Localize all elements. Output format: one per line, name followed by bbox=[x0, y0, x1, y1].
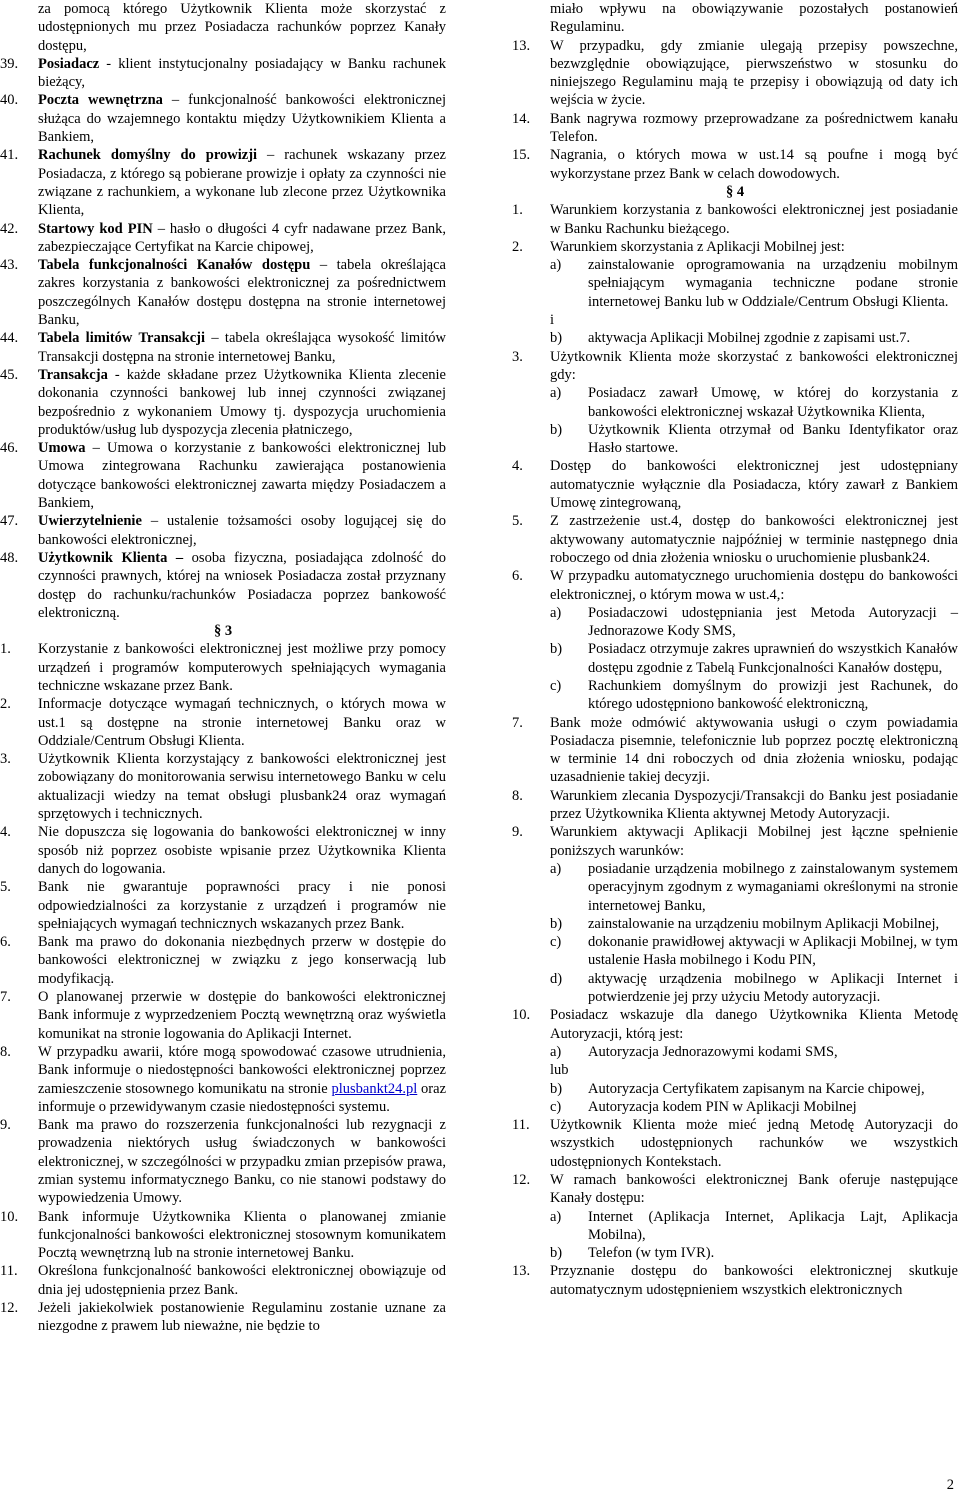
subitem-4-10-a: a) Autoryzacja Jednorazowymi kodami SMS, bbox=[550, 1043, 838, 1060]
paragraph-4-4: 4. Dostęp do bankowości elektronicznej jest udostępniany automatycznie wyłącznie dla Posiadacza, który zawarł z Bankiem Umowę zintegrowaną, bbox=[512, 458, 958, 512]
paragraph-3-14: 14. Bank nagrywa rozmowy przeprowadzane za pośrednictwem kanału Telefon. bbox=[512, 110, 958, 146]
paragraph-3-8: 8. W przypadku awarii, które mogą spowodować czasowe utrudnienia, Bank informuje o niedostępności bankowości elektronicznej poprzez zamieszczenie stosownego komunikatu na stronie plusbankt24.pl oraz informuje o przewidywanym czasie niedostępności systemu. bbox=[0, 1043, 447, 1115]
paragraph-3-2: 2. Informacje dotyczące wymagań technicznych, o których mowa w ust.1 są dostępne na stronie internetowej Banku oraz w Oddziale/Centrum Obsługi Klienta. bbox=[0, 696, 446, 749]
definition-41: 41. Rachunek domyślny do prowizji – rachunek wskazany przez Posiadacza, z którego są pobierane prowizje i opłaty za czynności nie związane z rachunkiem, a wykonane lub zlecone przez Użytkownika Klienta, bbox=[0, 147, 446, 219]
definition-43: 43. Tabela funkcjonalności Kanałów dostępu – tabela określająca zakres korzystania z bankowości elektronicznej za pośrednictwem poszczególnych Kanałów dostępu dostępna na stronie internetowej Banku, bbox=[0, 257, 446, 329]
paragraph-4-2: 2. Warunkiem skorzystania z Aplikacji Mobilnej jest: bbox=[512, 238, 845, 255]
paragraph-3-3: 3. Użytkownik Klienta korzystający z bankowości elektronicznej jest zobowiązany do monitorowania serwisu internetowego Banku w celu aktualizacji wiedzy na temat obsługi plusbank24 oraz wymagań sprzętowych i technicznych. bbox=[0, 751, 446, 823]
subitem-4-3-a: a) Posiadacz zawarł Umowę, w której do korzystania z bankowości elektronicznej wskazał Użytkownika Klienta, bbox=[550, 385, 958, 420]
paragraph-4-1: 1. Warunkiem korzystania z bankowości elektronicznej jest posiadanie w Banku Rachunku bieżącego. bbox=[512, 202, 958, 237]
paragraph-3-10: 10. Bank informuje Użytkownika Klienta o planowanej zmianie funkcjonalności bankowości elektronicznej stosownym komunikatem Pocztą wewnętrzną lub na stronie internetowej Banku. bbox=[0, 1208, 446, 1262]
subitem-4-2-b: b) aktywacja Aplikacji Mobilnej zgodnie z zapisami ust.7. bbox=[550, 330, 911, 347]
section-heading-3: § 3 bbox=[213, 623, 233, 640]
paragraph-3-5: 5. Bank nie gwarantuje poprawności pracy i nie ponosi odpowiedzialności za korzystanie z urządzeń i programów nie spełniających wymagań technicznych wskazanych przez Bank. bbox=[0, 879, 446, 932]
conjunction: i bbox=[550, 312, 555, 329]
definition-45: 45. Transakcja - każde składane przez Użytkownika Klienta zlecenie dokonania czynności bankowej lub innej czynności związanej bezpośrednio z wykonaniem Umowy tj. dyspozycja uruchomienia produktów/usług lub dyspozycja zlecenia płatniczego, bbox=[0, 366, 446, 438]
paragraph-4-8: 8. Warunkiem zlecania Dyspozycji/Transakcji do Banku jest posiadanie przez Użytkownika Klienta aktywnej Metody Autoryzacji. bbox=[512, 787, 958, 823]
definition-39: 39. Posiadacz - klient instytucjonalny posiadający w Banku rachunek bieżący, bbox=[0, 55, 446, 91]
continued-text: za pomocą którego Użytkownik Klienta może skorzystać z udostępnionych mu przez Posiadacza rachunków poprzez Kanały dostępu, bbox=[38, 1, 446, 54]
subitem-4-10-c: c) Autoryzacja kodem PIN w Aplikacji Mobilnej bbox=[550, 1098, 857, 1115]
paragraph-4-6: 6. W przypadku automatycznego uruchomienia dostępu do bankowości elektronicznej, o którym mowa w ust.4,: bbox=[512, 568, 958, 603]
paragraph-3-12: 12. Jeżeli jakiekolwiek postanowienie Regulaminu zostanie uznane za niezgodne z prawem lub nieważne, nie będzie to bbox=[0, 1300, 446, 1335]
paragraph-3-6: 6. Bank ma prawo do dokonania niezbędnych przerw w dostępie do bankowości elektronicznej w związku z jego konserwacją lub modyfikacją. bbox=[0, 934, 446, 987]
subitem-4-6-b: b) Posiadacz otrzymuje zakres uprawnień do wszystkich Kanałów dostępu zgodnie z Tabelą Funkcjonalności Kanałów dostępu, bbox=[550, 641, 958, 676]
continued-text: miało wpływu na obowiązywanie pozostałych postanowień Regulaminu. bbox=[550, 1, 958, 36]
subitem-4-3-b: b) Użytkownik Klienta otrzymał od Banku Identyfikator oraz Hasło startowe. bbox=[550, 421, 958, 457]
subitem-4-12-a: a) Internet (Aplikacja Internet, Aplikacja Lajt, Aplikacja Mobilna), bbox=[550, 1208, 958, 1243]
subitem-4-6-a: a) Posiadaczowi udostępniania jest Metoda Autoryzacji – Jednorazowe Kody SMS, bbox=[550, 604, 958, 640]
conjunction: lub bbox=[550, 1062, 569, 1079]
paragraph-4-10: 10. Posiadacz wskazuje dla danego Użytkownika Klienta Metodę Autoryzacji, którą jest: bbox=[512, 1007, 958, 1042]
subitem-4-2-a: a) zainstalowanie oprogramowania na urządzeniu mobilnym spełniającym wymagania techniczne podane stronie internetowej Banku lub w Oddziale/Centrum Obsługi Klienta. bbox=[550, 257, 958, 310]
section-heading-4: § 4 bbox=[725, 183, 745, 200]
definition-40: 40. Poczta wewnętrzna – funkcjonalność bankowości elektronicznej służąca do wzajemnego kontaktu między Użytkownikiem Klienta a Bankiem, bbox=[0, 92, 446, 146]
subitem-4-9-c: c) dokonanie prawidłowej aktywacji w Aplikacji Mobilnej, w tym ustalenie Hasła mobilnego i Kodu PIN, bbox=[550, 934, 958, 969]
paragraph-4-7: 7. Bank może odmówić aktywowania usługi o czym powiadamia Posiadacza pisemnie, telefonicznie lub poprzez pocztę elektroniczną w terminie 14 dni roboczych od dnia złożenia wniosku, podając uzasadnienie takiej decyzji. bbox=[512, 714, 958, 786]
paragraph-4-13: 13. Przyznanie dostępu do bankowości elektronicznej skutkuje automatycznym udostępnieniem wszystkich elektronicznych bbox=[512, 1263, 958, 1298]
subitem-4-10-b: b) Autoryzacja Certyfikatem zapisanym na Karcie chipowej, bbox=[550, 1080, 925, 1097]
subitem-4-12-b: b) Telefon (w tym IVR). bbox=[550, 1245, 715, 1262]
subitem-4-9-d: d) aktywację urządzenia mobilnego w Aplikacji Internet i potwierdzenie jej przy użyciu Metody autoryzacji. bbox=[550, 970, 958, 1006]
paragraph-4-9: 9. Warunkiem aktywacji Aplikacji Mobilnej jest łączne spełnienie poniższych warunków: bbox=[512, 824, 958, 859]
paragraph-4-3: 3. Użytkownik Klienta może skorzystać z bankowości elektronicznej gdy: bbox=[512, 348, 958, 383]
subitem-4-9-a: a) posiadanie urządzenia mobilnego z zainstalowanym systemem operacyjnym zgodnym z wymaganiami określonymi na stronie internetowej Banku, bbox=[550, 860, 958, 914]
paragraph-3-11: 11. Określona funkcjonalność bankowości elektronicznej obowiązuje od dnia jej udostępnienia przez Bank. bbox=[0, 1263, 446, 1298]
paragraph-4-11: 11. Użytkownik Klienta może mieć jedną Metodę Autoryzacji do wszystkich udostępnionych rachunków we wszystkich udostępnionych Kontekstach. bbox=[512, 1117, 958, 1170]
paragraph-3-4: 4. Nie dopuszcza się logowania do bankowości elektronicznej w inny sposób niż poprzez osobiste wpisanie przez Użytkownika Klienta danych do logowania. bbox=[0, 824, 446, 877]
paragraph-3-15: 15. Nagrania, o których mowa w ust.14 są poufne i mogą być wykorzystane przez Bank w celach dowodowych. bbox=[512, 147, 958, 182]
definition-48: 48. Użytkownik Klienta – osoba fizyczna, posiadająca zdolność do czynności prawnych, której na wniosek Posiadacza został przyznany dostęp do rachunku/rachunków Posiadacza poprzez bankowość elektroniczną. bbox=[0, 549, 447, 621]
paragraph-3-1: 1. Korzystanie z bankowości elektronicznej jest możliwe przy pomocy urządzeń i programów komputerowych spełniających wymagania techniczne wskazane przez Bank. bbox=[0, 641, 446, 694]
left-column bbox=[0, 0, 446, 1336]
paragraph-4-12: 12. W ramach bankowości elektronicznej Bank oferuje następujące Kanały dostępu: bbox=[512, 1172, 958, 1207]
right-column bbox=[512, 0, 958, 1299]
page-number: 2 bbox=[946, 1477, 954, 1493]
website-link[interactable]: plusbankt24.pl bbox=[331, 1080, 418, 1097]
subitem-4-9-b: b) zainstalowanie na urządzeniu mobilnym Aplikacji Mobilnej, bbox=[550, 915, 940, 932]
paragraph-4-5: 5. Z zastrzeżenie ust.4, dostęp do bankowości elektronicznej jest aktywowany automatycznie najpóźniej w terminie następnego dnia roboczego od dnia złożenia wniosku o uruchomienie plusbank24. bbox=[512, 513, 958, 566]
subitem-4-6-c: c) Rachunkiem domyślnym do prowizji jest Rachunek, do którego udostępniono bankowość elektroniczną, bbox=[550, 677, 958, 713]
definition-47: 47. Uwierzytelnienie – ustalenie tożsamości osoby logującej się do bankowości elektronicznej, bbox=[0, 513, 446, 548]
definition-46: 46. Umowa – Umowa o korzystanie z bankowości elektronicznej lub Umowa zintegrowana Rachunku zawierająca postanowienia dotyczące bankowości elektronicznej zawarta między Posiadaczem a Bankiem, bbox=[0, 440, 446, 512]
paragraph-3-7: 7. O planowanej przerwie w dostępie do bankowości elektronicznej Bank informuje z wyprzedzeniem Pocztą wewnętrzną oraz wyświetla komunikat na stronie logowania do Aplikacji Internet. bbox=[0, 989, 446, 1042]
definition-42: 42. Startowy kod PIN – hasło o długości 4 cyfr nadawane przez Bank, zabezpieczające Certyfikat na Karcie chipowej, bbox=[0, 220, 446, 255]
definition-44: 44. Tabela limitów Transakcji – tabela określająca wysokość limitów Transakcji dostępna na stronie internetowej Banku, bbox=[0, 330, 446, 365]
paragraph-3-9: 9. Bank ma prawo do rozszerzenia funkcjonalności lub rezygnacji z prowadzenia niektórych usług świadczonych w bankowości elektronicznej, w szczególności w przypadku zmian przepisów prawa, zmian systemu informatycznego Banku, co nie stanowi podstawy do wypowiedzenia Umowy. bbox=[0, 1117, 446, 1207]
paragraph-3-13: 13. W przypadku, gdy zmianie ulegają przepisy powszechne, bezwzględnie obowiązujące, pierwszeństwo w stosunku do niniejszego Regulaminu mają te przepisy i obowiązują od daty ich wejścia w życie. bbox=[512, 37, 958, 109]
